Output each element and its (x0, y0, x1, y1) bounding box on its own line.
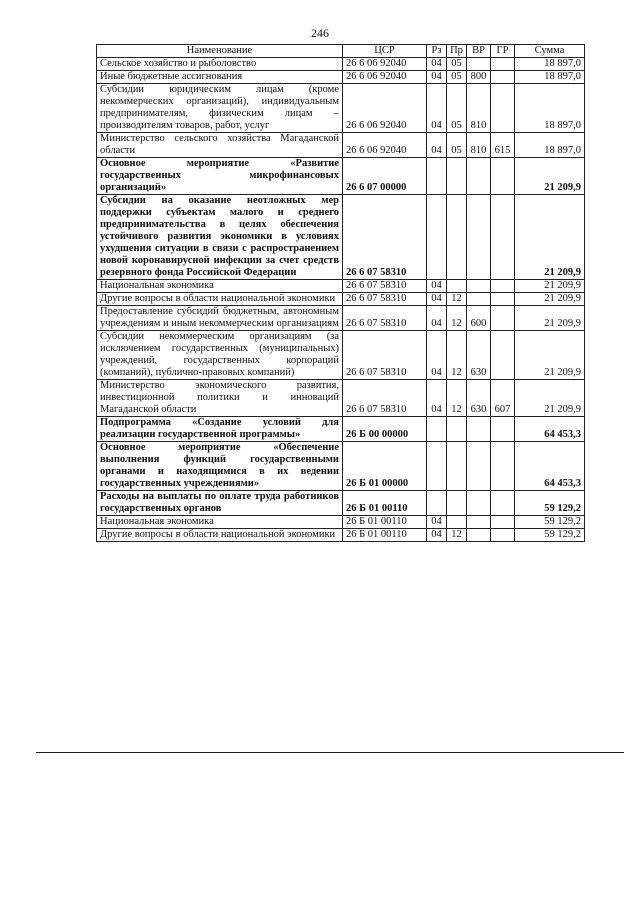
row-rz: 04 (427, 71, 447, 84)
row-sum: 21 209,9 (515, 195, 585, 280)
table-row (97, 280, 585, 293)
table-row (97, 306, 585, 331)
row-vr (467, 529, 491, 542)
table-row (97, 195, 585, 280)
row-pr: 12 (447, 331, 467, 380)
row-rz (427, 417, 447, 442)
row-sum: 21 209,9 (515, 293, 585, 306)
row-name: Субсидии юридическим лицам (кроме некоммерческих организаций), индивидуальным предпринимателям, физическим лицам – производителям товаров, работ, услуг (97, 84, 343, 133)
row-gr (491, 442, 515, 491)
row-csr: 26 6 06 92040 (343, 71, 427, 84)
row-csr: 26 6 07 58310 (343, 280, 427, 293)
row-pr: 05 (447, 71, 467, 84)
row-gr (491, 293, 515, 306)
row-name: Подпрограмма «Создание условий для реализации государственной программы» (97, 417, 343, 442)
row-rz: 04 (427, 293, 447, 306)
row-name: Министерство сельского хозяйства Магаданской области (97, 133, 343, 158)
row-name: Сельское хозяйство и рыболовство (97, 58, 343, 71)
row-name: Расходы на выплаты по оплате труда работников государственных органов (97, 491, 343, 516)
row-sum: 21 209,9 (515, 158, 585, 195)
row-csr: 26 Б 01 00110 (343, 529, 427, 542)
row-vr (467, 491, 491, 516)
row-sum: 18 897,0 (515, 71, 585, 84)
row-csr: 26 6 07 58310 (343, 380, 427, 417)
row-vr (467, 158, 491, 195)
table-row (97, 293, 585, 306)
header-gr: ГР (491, 45, 515, 58)
row-pr (447, 491, 467, 516)
row-gr (491, 491, 515, 516)
row-sum: 21 209,9 (515, 331, 585, 380)
row-sum: 59 129,2 (515, 529, 585, 542)
row-rz (427, 442, 447, 491)
row-name: Национальная экономика (97, 516, 343, 529)
row-name: Другие вопросы в области национальной экономики (97, 529, 343, 542)
row-rz (427, 158, 447, 195)
table-row (97, 133, 585, 158)
row-pr: 12 (447, 293, 467, 306)
table-row (97, 442, 585, 491)
row-sum: 18 897,0 (515, 133, 585, 158)
row-sum: 64 453,3 (515, 417, 585, 442)
row-csr: 26 6 07 58310 (343, 293, 427, 306)
row-pr: 05 (447, 84, 467, 133)
row-pr (447, 442, 467, 491)
row-rz (427, 195, 447, 280)
row-rz: 04 (427, 133, 447, 158)
table-header-row (97, 45, 585, 58)
row-rz: 04 (427, 306, 447, 331)
row-rz: 04 (427, 280, 447, 293)
row-gr: 615 (491, 133, 515, 158)
row-rz: 04 (427, 331, 447, 380)
row-name: Предоставление субсидий бюджетным, автономным учреждениям и иным некоммерческим организациям (97, 306, 343, 331)
row-pr: 12 (447, 529, 467, 542)
row-rz: 04 (427, 58, 447, 71)
row-csr: 26 6 06 92040 (343, 58, 427, 71)
row-pr (447, 516, 467, 529)
row-csr: 26 Б 01 00110 (343, 491, 427, 516)
row-rz: 04 (427, 380, 447, 417)
row-vr: 810 (467, 133, 491, 158)
table-row (97, 491, 585, 516)
row-name: Национальная экономика (97, 280, 343, 293)
row-name: Основное мероприятие «Развитие государственных микрофинансовых организаций» (97, 158, 343, 195)
row-vr: 630 (467, 331, 491, 380)
row-sum: 21 209,9 (515, 280, 585, 293)
row-csr: 26 6 06 92040 (343, 84, 427, 133)
header-pr: Пр (447, 45, 467, 58)
row-vr: 810 (467, 84, 491, 133)
row-gr (491, 280, 515, 293)
row-csr: 26 6 07 58310 (343, 195, 427, 280)
row-sum: 18 897,0 (515, 84, 585, 133)
header-name: Наименование (97, 45, 343, 58)
table-row (97, 71, 585, 84)
row-gr (491, 516, 515, 529)
page-separator-line (36, 752, 624, 753)
row-rz: 04 (427, 516, 447, 529)
row-vr: 600 (467, 306, 491, 331)
row-name: Субсидии некоммерческим организациям (за исключением государственных (муниципальных) учреждений, государственных корпораций (компаний), публично-правовых компаний) (97, 331, 343, 380)
row-name: Другие вопросы в области национальной экономики (97, 293, 343, 306)
row-sum: 59 129,2 (515, 491, 585, 516)
row-gr (491, 195, 515, 280)
budget-table (96, 44, 585, 542)
row-rz: 04 (427, 529, 447, 542)
table-row (97, 158, 585, 195)
row-csr: 26 6 07 58310 (343, 331, 427, 380)
page-number: 246 (311, 26, 329, 40)
row-pr (447, 158, 467, 195)
row-rz: 04 (427, 84, 447, 133)
row-pr (447, 195, 467, 280)
row-vr (467, 293, 491, 306)
row-vr (467, 280, 491, 293)
row-vr (467, 442, 491, 491)
row-csr: 26 Б 01 00000 (343, 442, 427, 491)
row-gr (491, 84, 515, 133)
table-row (97, 516, 585, 529)
row-vr (467, 417, 491, 442)
row-pr: 12 (447, 380, 467, 417)
row-sum: 21 209,9 (515, 380, 585, 417)
row-sum: 64 453,3 (515, 442, 585, 491)
table-row (97, 529, 585, 542)
row-vr: 800 (467, 71, 491, 84)
row-pr (447, 280, 467, 293)
header-rz: Рз (427, 45, 447, 58)
row-gr (491, 71, 515, 84)
header-sum: Сумма (515, 45, 585, 58)
row-name: Министерство экономического развития, инвестиционной политики и инноваций Магаданской области (97, 380, 343, 417)
row-csr: 26 Б 01 00110 (343, 516, 427, 529)
row-pr: 05 (447, 133, 467, 158)
row-gr (491, 58, 515, 71)
row-name: Субсидии на оказание неотложных мер поддержки субъектам малого и среднего предпринимательства в целях обеспечения устойчивого развития экономики в условиях ухудшения ситуации в связи с распространением новой коронавирусной инфекции за счет средств резервного фонда Российской Федерации (97, 195, 343, 280)
row-sum: 18 897,0 (515, 58, 585, 71)
table-row (97, 58, 585, 71)
row-vr (467, 516, 491, 529)
row-vr: 630 (467, 380, 491, 417)
table-row (97, 417, 585, 442)
header-csr: ЦСР (343, 45, 427, 58)
table-row (97, 380, 585, 417)
row-pr: 12 (447, 306, 467, 331)
row-csr: 26 Б 00 00000 (343, 417, 427, 442)
row-pr (447, 417, 467, 442)
row-csr: 26 6 07 58310 (343, 306, 427, 331)
table-row (97, 331, 585, 380)
row-gr (491, 306, 515, 331)
row-sum: 59 129,2 (515, 516, 585, 529)
row-gr (491, 417, 515, 442)
row-gr (491, 158, 515, 195)
row-gr: 607 (491, 380, 515, 417)
row-csr: 26 6 07 00000 (343, 158, 427, 195)
row-gr (491, 331, 515, 380)
row-vr (467, 58, 491, 71)
row-rz (427, 491, 447, 516)
row-csr: 26 6 06 92040 (343, 133, 427, 158)
row-gr (491, 529, 515, 542)
row-pr: 05 (447, 58, 467, 71)
table-row (97, 84, 585, 133)
row-name: Иные бюджетные ассигнования (97, 71, 343, 84)
row-sum: 21 209,9 (515, 306, 585, 331)
row-name: Основное мероприятие «Обеспечение выполнения функций государственными органами и находящимися в их ведении государственных учреждениями» (97, 442, 343, 491)
header-vr: ВР (467, 45, 491, 58)
row-vr (467, 195, 491, 280)
